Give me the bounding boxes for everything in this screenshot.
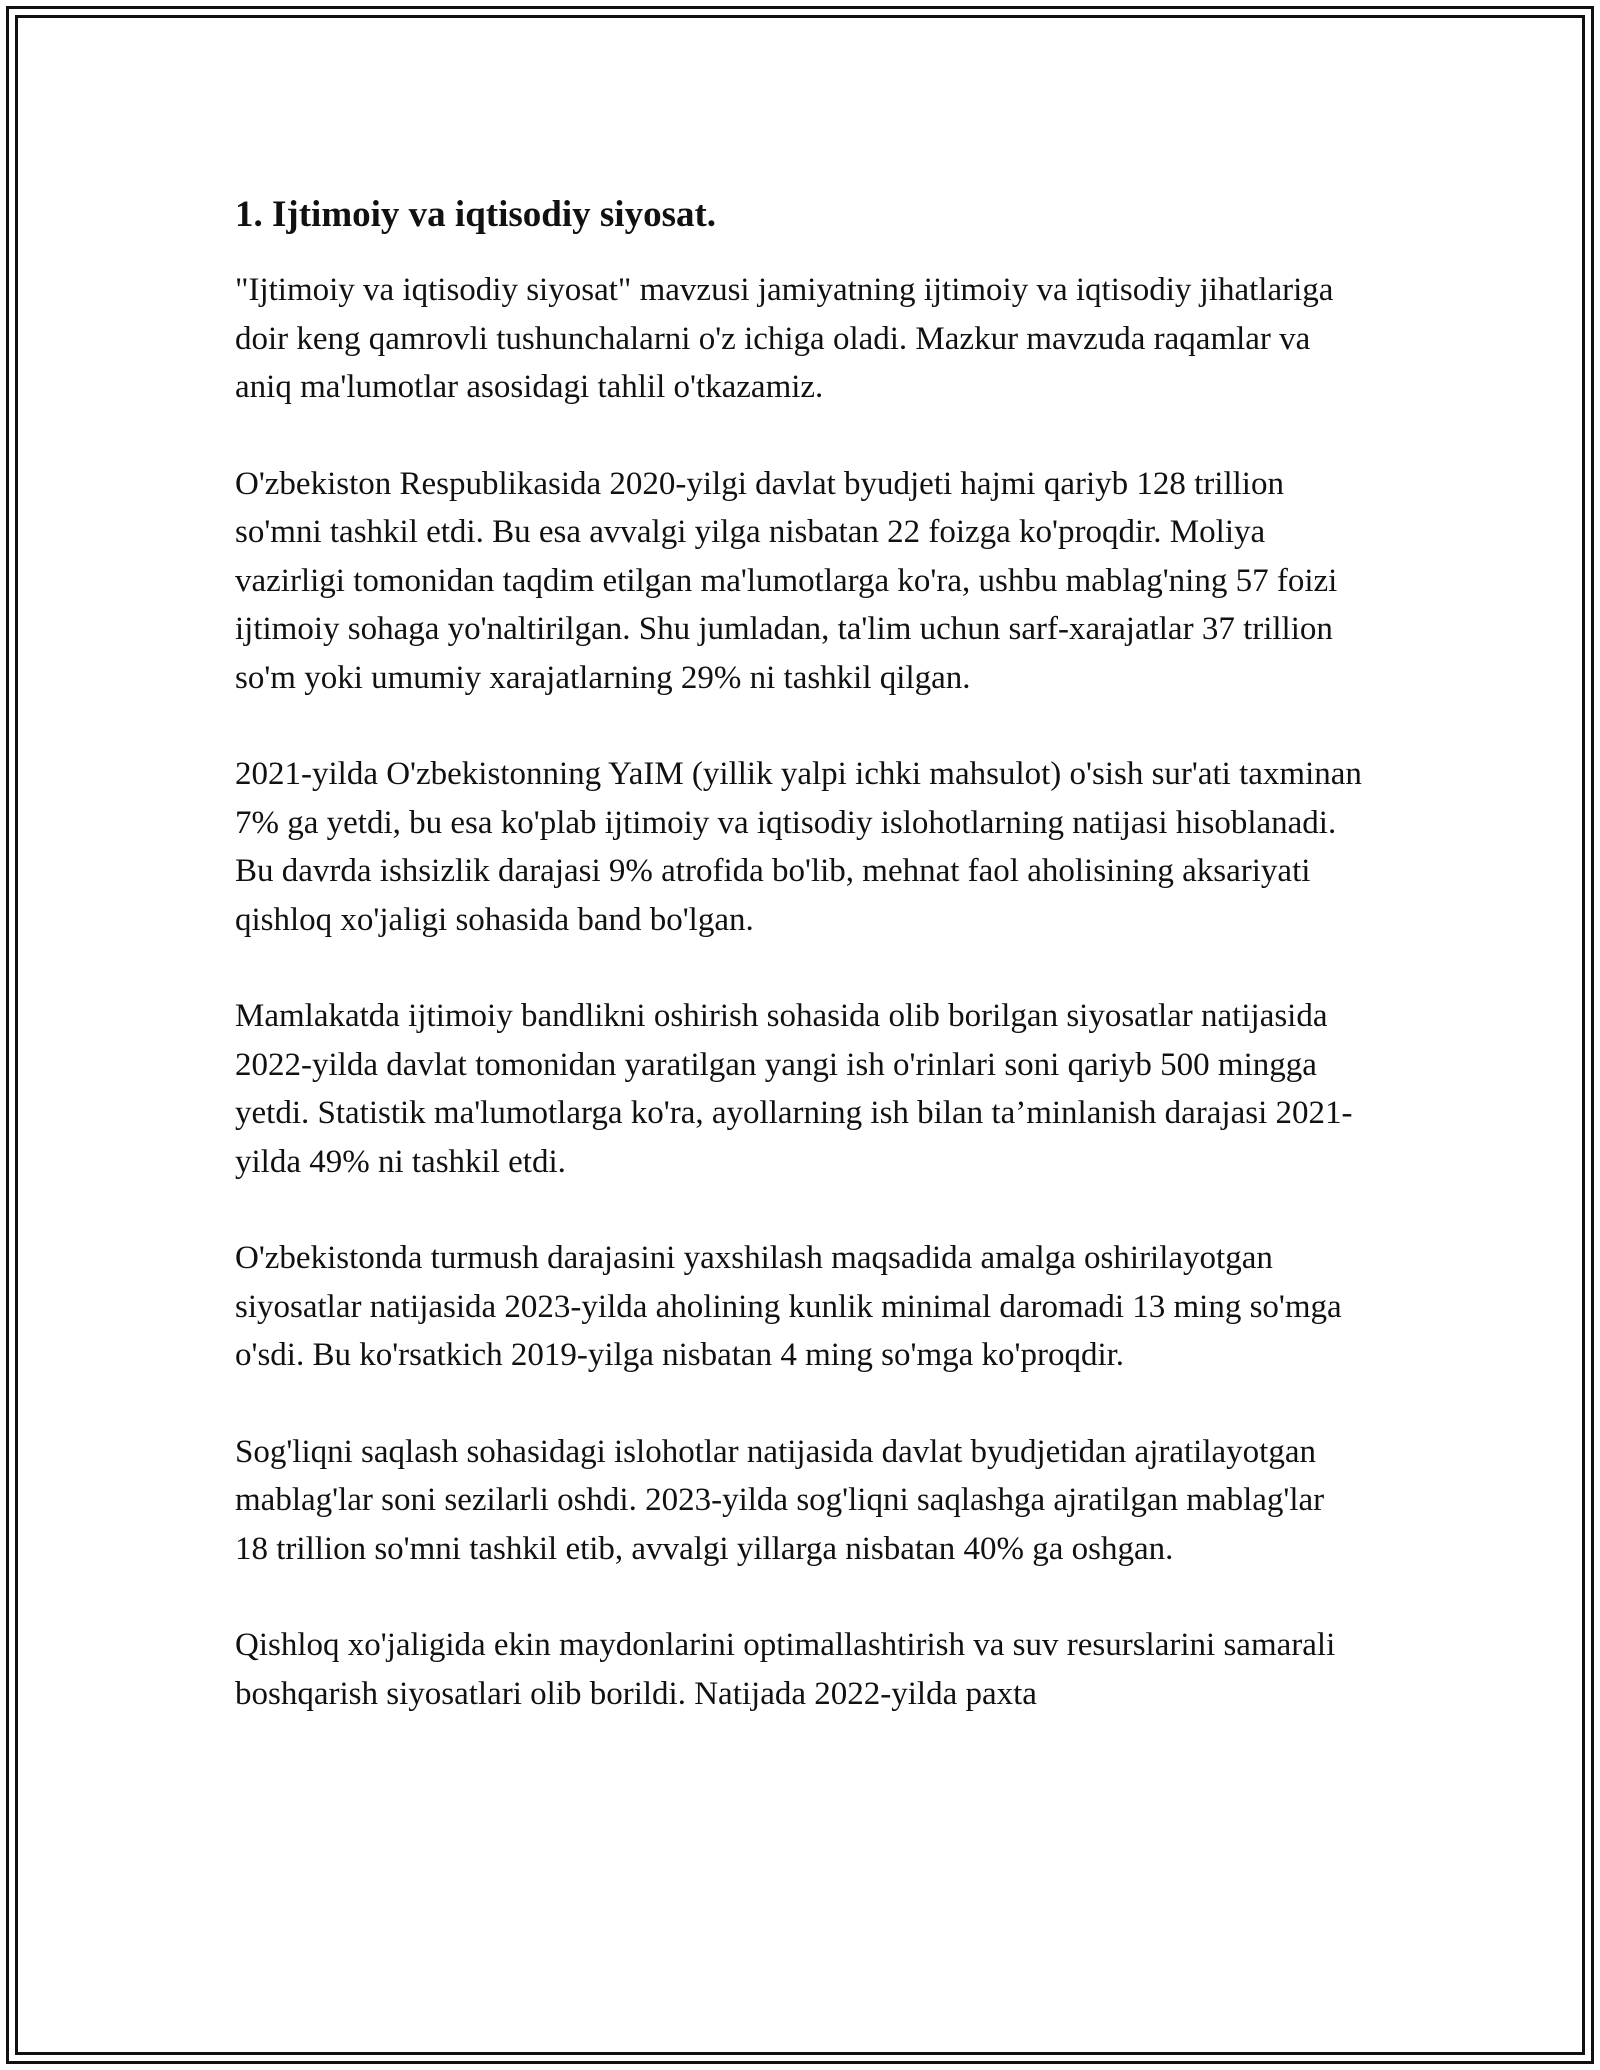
paragraph-6: Sog'liqni saqlash sohasidagi islohotlar natijasida davlat byudjetidan ajratilayotgan mablag'lar soni sezilarli oshdi. 2023-yilda sog'liqni saqlashga ajratilgan mablag'lar 18 trillion so'mni tashkil etib, avvalgi yillarga nisbatan 40% ga oshgan. <box>235 1433 1325 1567</box>
paragraph-5: O'zbekistonda turmush darajasini yaxshilash maqsadida amalga oshirilayotgan siyosatlar natijasida 2023-yilda aholining kunlik minimal daromadi 13 ming so'mga o'sdi. Bu ko'rsatkich 2019-yilga nisbatan 4 ming so'mga ko'proqdir. <box>235 1240 1342 1373</box>
paragraph-1: "Ijtimoiy va iqtisodiy siyosat" mavzusi jamiyatning ijtimoiy va iqtisodiy jihatlariga doir keng qamrovli tushunchalarni o'z ichiga oladi. Mazkur mavzuda raqamlar va aniq ma'lumotlar asosidagi tahlil o'tkazamiz. <box>235 272 1334 405</box>
paragraph-2: O'zbekiston Respublikasida 2020-yilgi davlat byudjeti hajmi qariyb 128 trillion so'mni tashkil etdi. Bu esa avvalgi yilga nisbatan 22 foizga ko'proqdir. Moliya vazirligi tomonidan taqdim etilgan ma'lumotlarga ko'ra, ushbu mablag'ning 57 foizi ijtimoiy sohaga yo'naltirilgan. Shu jumladan, ta'lim uchun sarf-xarajatlar 37 trillion so'm yoki umumiy xarajatlarning 29% ni tashkil qilgan. <box>235 465 1338 696</box>
document-body <box>235 190 1365 1766</box>
paragraph-3: 2021-yilda O'zbekistonning YaIM (yillik yalpi ichki mahsulot) o'sish sur'ati taxminan 7% ga yetdi, bu esa ko'plab ijtimoiy va iqtisodiy islohotlarning natijasi hisoblanadi. Bu davrda ishsizlik darajasi 9% atrofida bo'lib, mehnat faol aholisining aksariyati qishloq xo'jaligi sohasida band bo'lgan. <box>235 756 1362 938</box>
paragraph-4: Mamlakatda ijtimoiy bandlikni oshirish sohasida olib borilgan siyosatlar natijasida 2022-yilda davlat tomonidan yaratilgan yangi ish o'rinlari soni qariyb 500 mingga yetdi. Statistik ma'lumotlarga ko'ra, ayollarning ish bilan ta’minlanish darajasi 2021-yilda 49% ni tashkil etdi. <box>235 998 1353 1180</box>
paragraph-7: Qishloq xo'jaligida ekin maydonlarini optimallashtirish va suv resurslarini samarali boshqarish siyosatlari olib borildi. Natijada 2022-yilda paxta <box>235 1627 1336 1712</box>
section-heading: 1. Ijtimoiy va iqtisodiy siyosat. <box>235 194 717 235</box>
